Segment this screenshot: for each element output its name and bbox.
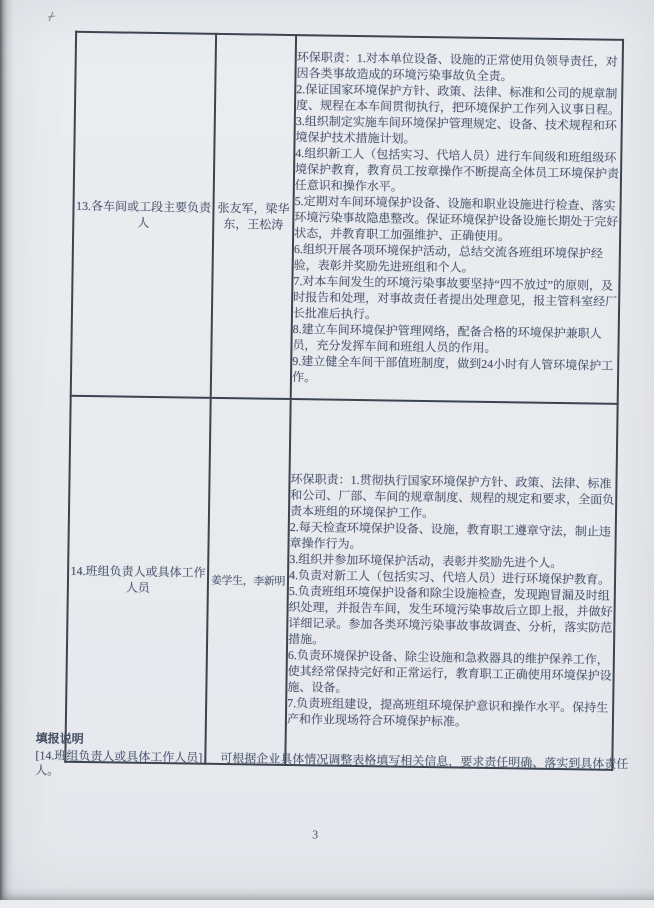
responsibility-table [64, 31, 624, 771]
table-row-13 [71, 32, 623, 404]
names-cell-14 [205, 398, 290, 765]
names-cell-13 [211, 34, 296, 399]
role-label-13: 13.各车间或工段主要负责人 [75, 198, 212, 230]
role-label-14: 14.班组负责人或具体工作人员 [70, 563, 206, 595]
duties-cell-14: 环保职责：1.贯彻执行国家环境保护方针、政策、法律、标准和公司、厂部、车间的规章制度、规程的规定和要求，全面负责本班组的环境保护工作。 2.每天检查环境保护设备、设施，教育职工遵章守法，制止违章操作行为。 3.组织并参加环境保护活动，表彰并奖励先进个人。 4.负责对新工人（包括实习、代培人员）进行环境保护教育。 5.负责班组环境保护设备和除尘设施检查，发现跑冒漏及时组织处理，并报告车间，发生环境污染事故后立即上报，并做好详细记录。参加各类环境污染事故事故调查、分析，落实防范措施。 6.负责环境保护设备、除尘设施和急救器具的维护保养工作，使其经常保持完好和正常运行，教育职工正确使用环境保护设施、设备。 7.负责班组建设，提高班组环境保护意识和操作水平。保持生产和作业现场符合环境保护标准。 [285, 399, 617, 770]
duties-cell-13: 环保职责：1.对本单位设备、设施的正常使用负领导责任，对因各类事故造成的环境污染事故负全责。 2.保证国家环境保护方针、政策、法律、标准和公司的规章制度、规程在本车间贯彻执行，把环境保护工作列入议事日程。 3.组织制定实施车间环境保护管理规定、设备、技术规程和环境保护技术措施计划。 4.组织新工人（包括实习、代培人员）进行车间级和班组级环境保护教育，教育员工按章操作不断提高全体员工环境保护责任意识和操作水平。 5.定期对车间环境保护设备、设施和职业设施进行检查、落实环境污染事故隐患整改。保证环境保护设备设施长期处于完好状态，并教育职工加强维护、正确使用。 6.组织开展各项环境保护活动，总结交流各班组环境保护经验，表彰并奖励先进班组和个人。 7.对本车间发生的环境污染事故要坚持“四不放过”的原则，及时报告和处理，对事故责任者提出处理意见，报主管科室经厂长批准后执行。 8.建立车间环境保护管理网络，配备合格的环境保护兼职人员，充分发挥车间和班组人员的作用。 9.建立健全车间干部值班制度，做到24小时有人管环境保护工作。 [291, 35, 623, 404]
names-text-14: 姜学生，李新明 [210, 574, 286, 588]
filling-instructions-title: 填报说明 [35, 731, 84, 746]
names-text-13: 张友军，梁华东，王松涛 [217, 200, 290, 232]
filling-instructions [35, 731, 636, 787]
role-cell-14 [65, 396, 210, 764]
table-row-14 [65, 396, 617, 770]
page-number: 3 [312, 827, 319, 842]
role-cell-13 [71, 32, 216, 398]
filling-instructions-body: [14.班组负责人或具体工作人员]： 可根据企业具体情况调整表格填写相关信息，要求责任明确、落实到具体责任人。 [35, 747, 629, 778]
